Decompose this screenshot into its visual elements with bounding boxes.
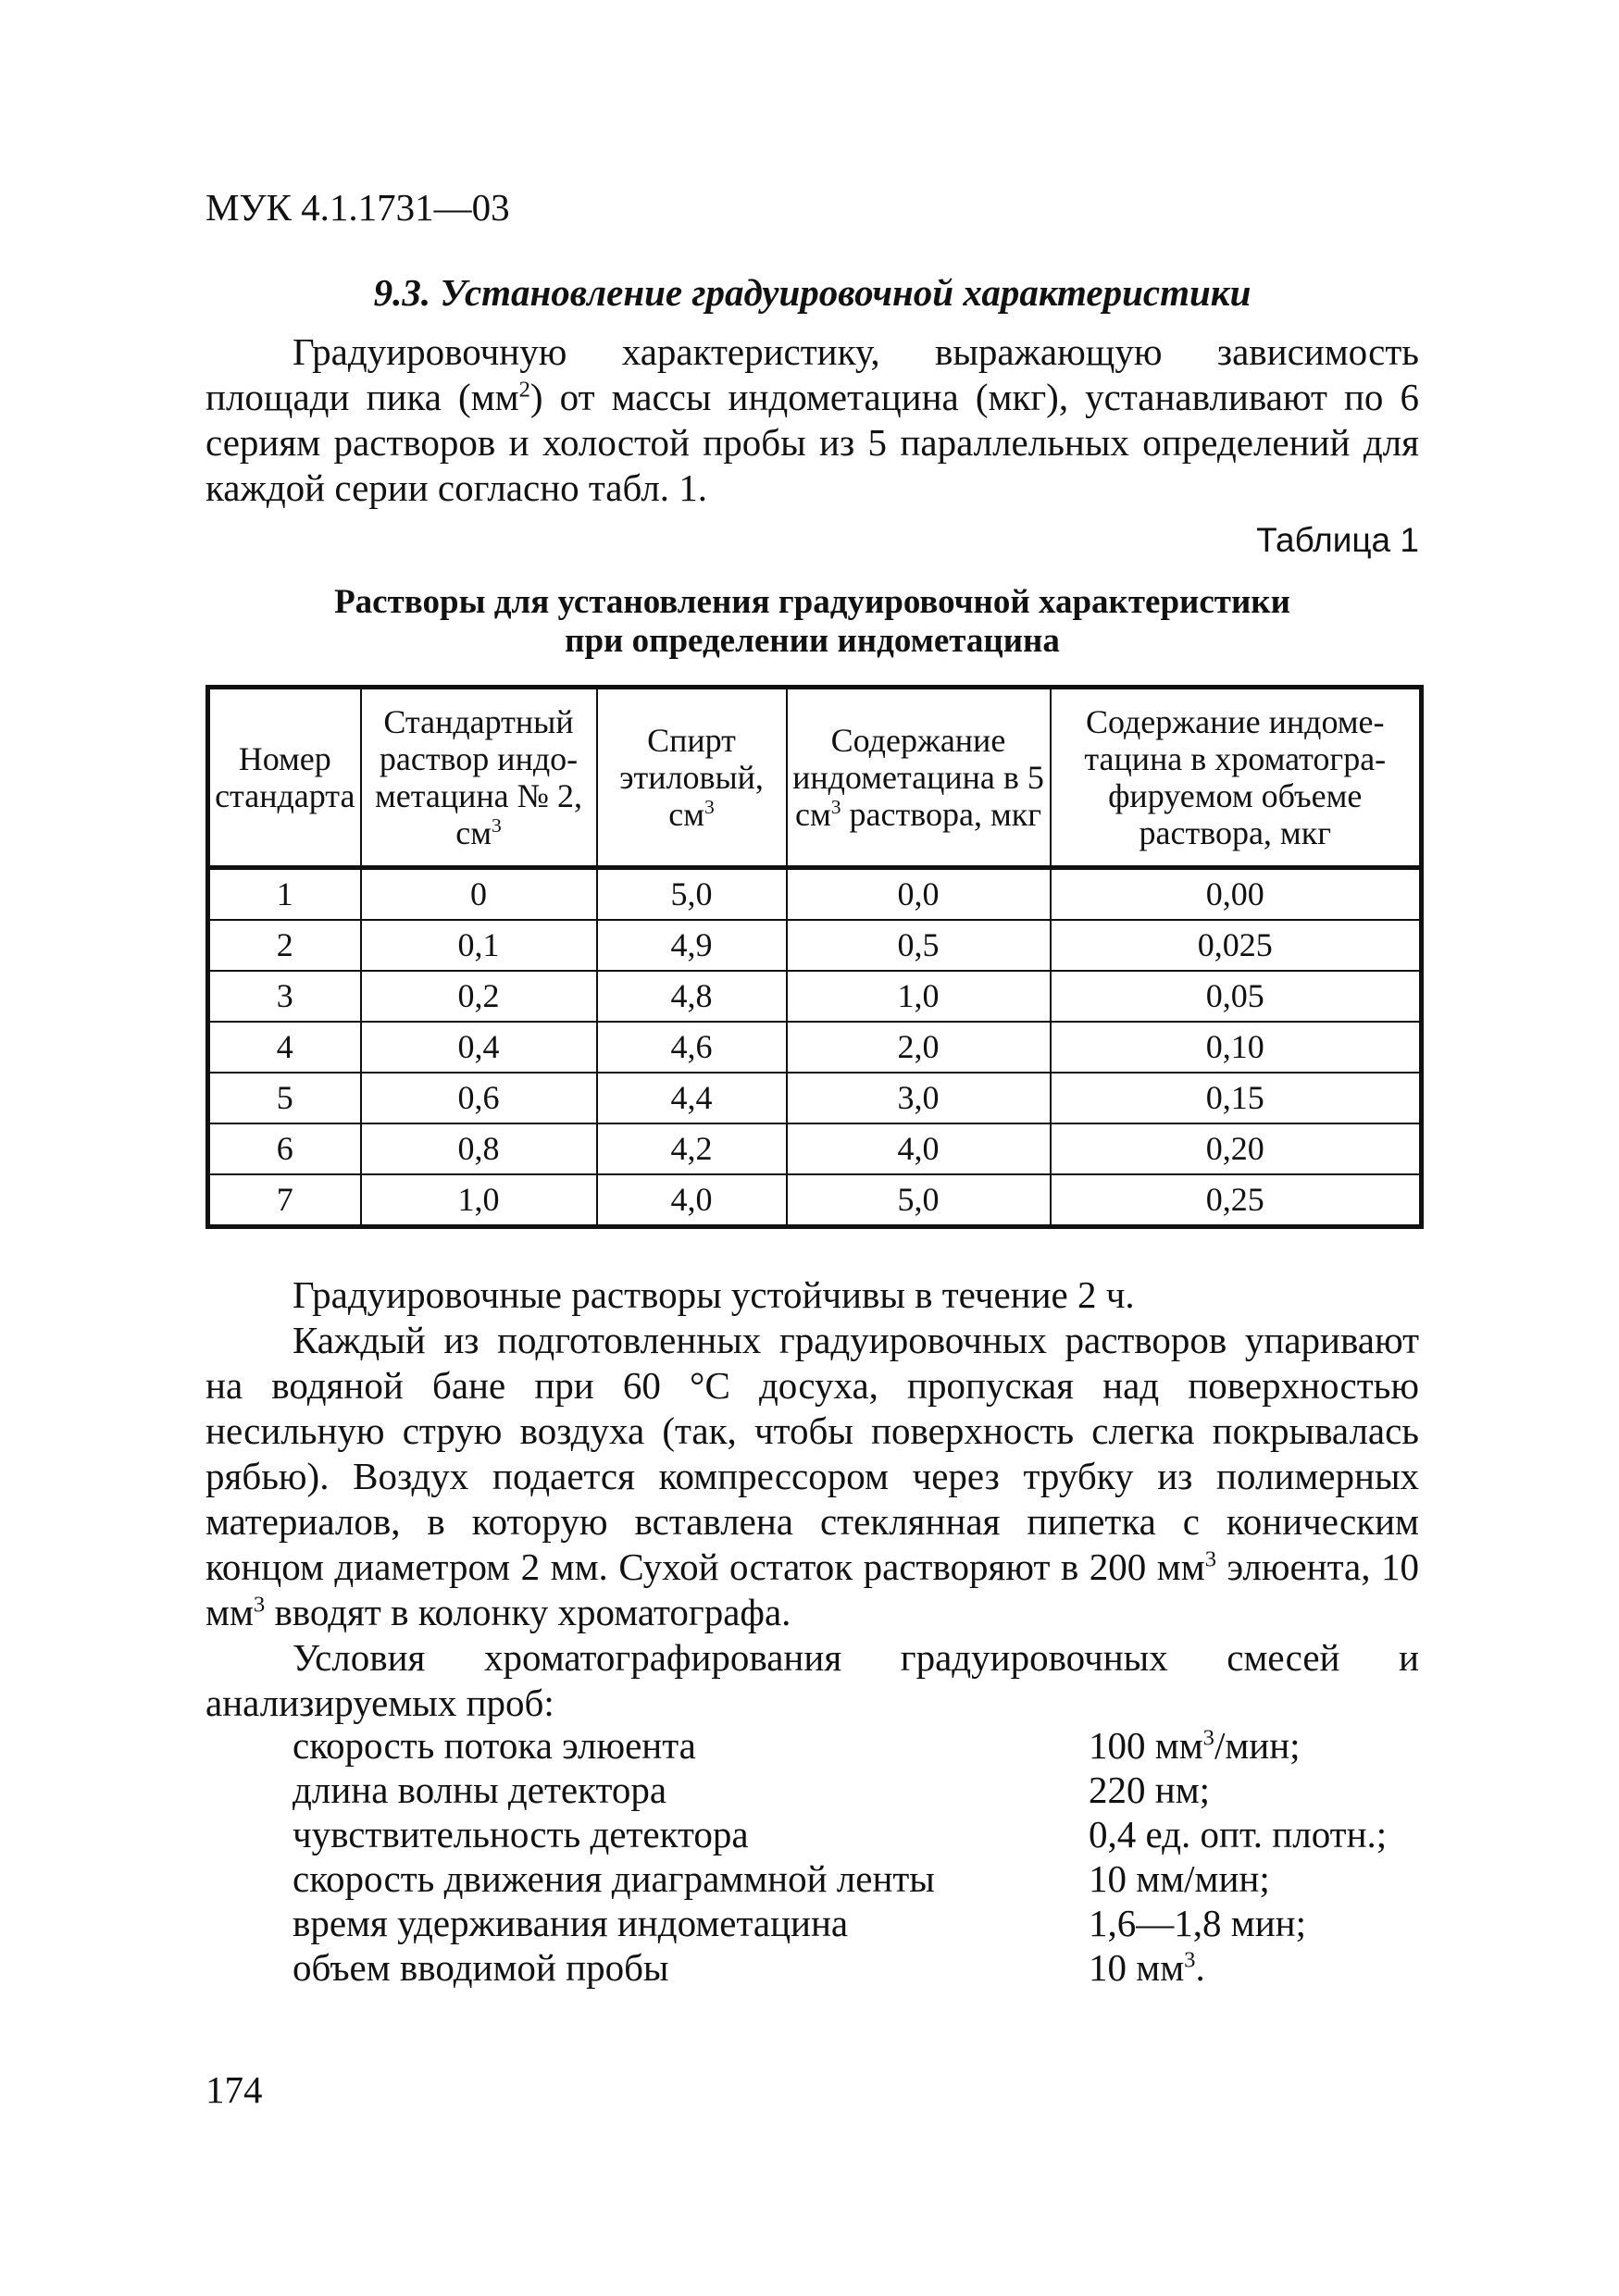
condition-value-text: 0,4 ед. опт. плотн.;	[1089, 1813, 1388, 1855]
table-cell: 1,0	[787, 971, 1051, 1022]
condition-row	[293, 1812, 1403, 1856]
table-cell: 5,0	[787, 1174, 1051, 1227]
header-content-5cm3-sup: 3	[830, 796, 841, 818]
table-cell: 1,0	[361, 1174, 597, 1227]
header-content-5cm3-text-b: раствора, мкг	[841, 796, 1042, 833]
evaporation-sup-2: 3	[253, 1592, 266, 1618]
condition-value-text: 100 мм	[1089, 1724, 1203, 1767]
header-standard-solution	[361, 688, 597, 868]
table-cell: 3,0	[787, 1073, 1051, 1123]
condition-name: скорость движения диаграммной ленты	[293, 1857, 935, 1900]
table-row	[208, 920, 1422, 971]
table-row	[208, 1174, 1422, 1227]
table-cell: 0,25	[1051, 1174, 1422, 1227]
table-cell: 4,9	[597, 920, 787, 971]
evaporation-paragraph	[205, 1318, 1419, 1635]
condition-value-sup: 3	[1184, 1947, 1196, 1973]
table-cell: 4	[208, 1022, 361, 1073]
table-title-line1: Растворы для установления градуировочной характеристики	[334, 583, 1290, 621]
header-content-5cm3	[787, 688, 1051, 868]
table-cell: 4,8	[597, 971, 787, 1022]
condition-value	[1089, 1945, 1205, 1990]
condition-name: скорость потока элюента	[293, 1724, 696, 1767]
condition-value	[1089, 1812, 1387, 1856]
header-ethanol-text: Спирт этиловый, см	[619, 722, 764, 833]
table-cell: 0	[361, 868, 597, 921]
table-cell: 4,2	[597, 1123, 787, 1174]
condition-value-suffix: .	[1195, 1946, 1205, 1989]
condition-row	[293, 1901, 1403, 1945]
condition-value-text: 1,6—1,8 мин;	[1089, 1902, 1306, 1944]
section-title: 9.3. Установление градуировочной характеристики	[373, 271, 1252, 314]
condition-name: время удерживания индометацина	[293, 1902, 849, 1944]
table-cell: 0,00	[1051, 868, 1422, 921]
table-cell: 0,0	[787, 868, 1051, 921]
table-cell: 0,10	[1051, 1022, 1422, 1073]
condition-value	[1089, 1856, 1270, 1901]
header-standard-solution-sup: 3	[491, 814, 502, 837]
table-cell: 0,025	[1051, 920, 1422, 971]
solutions-table	[205, 685, 1424, 1229]
evaporation-text-a: Каждый из подготовленных градуировочных растворов упаривают на водяной бане при 60 °С досуха, пропуская над поверхностью несильную струю воздуха (так, чтобы поверхность слегка покрывалась рябью). Воздух подается компрессором через трубку из полимерных материалов, в которую вставлена стеклянная пипетка с коническим концом диаметром 2 мм. Сухой остаток растворяют в 200 мм	[205, 1319, 1419, 1588]
condition-value	[1089, 1901, 1306, 1945]
chromatography-conditions-list	[293, 1723, 1403, 1990]
conditions-intro-paragraph: Условия хроматографирования градуировочных смесей и анализируемых проб:	[205, 1636, 1419, 1724]
table-cell: 4,4	[597, 1073, 787, 1123]
table-title-line2: при определении индометацина	[565, 622, 1060, 660]
table-cell: 3	[208, 971, 361, 1022]
table-row	[208, 1123, 1422, 1174]
table-cell: 1	[208, 868, 361, 921]
table-cell: 2	[208, 920, 361, 971]
running-head: МУК 4.1.1731—03	[205, 186, 510, 229]
condition-value	[1089, 1723, 1301, 1768]
evaporation-sup-1: 3	[1204, 1546, 1216, 1572]
table-cell: 6	[208, 1123, 361, 1174]
table-row	[208, 1073, 1422, 1123]
condition-row	[293, 1768, 1403, 1812]
header-standard-number: Номер стандарта	[208, 688, 361, 868]
header-standard-solution-text: Стандартный раствор индо-метацина № 2, см	[374, 703, 583, 851]
header-content-5cm3-text-a: Содержание индометацина в 5 см	[792, 722, 1044, 833]
header-ethanol	[597, 688, 787, 868]
condition-name: длина волны детектора	[293, 1769, 667, 1811]
stability-paragraph: Градуировочные растворы устойчивы в течение 2 ч.	[293, 1273, 1135, 1316]
table-cell: 5	[208, 1073, 361, 1123]
intro-text-a: Градуировочную характеристику, выражающую зависимость площади пика (мм	[205, 330, 1419, 418]
table-cell: 0,1	[361, 920, 597, 971]
table-cell: 5,0	[597, 868, 787, 921]
intro-sup: 2	[518, 377, 530, 403]
header-content-chromatographed: Содержание индоме-тацина в хроматогра-фируемом объеме раствора, мкг	[1051, 688, 1422, 868]
condition-row	[293, 1945, 1403, 1990]
table-title	[205, 583, 1419, 661]
table-cell: 4,6	[597, 1022, 787, 1073]
table-cell: 7	[208, 1174, 361, 1227]
condition-value-sup: 3	[1202, 1725, 1214, 1751]
table-cell: 4,0	[787, 1123, 1051, 1174]
table-cell: 0,20	[1051, 1123, 1422, 1174]
intro-paragraph	[205, 329, 1419, 511]
condition-value	[1089, 1768, 1210, 1812]
condition-row	[293, 1723, 1403, 1768]
condition-value-suffix: /мин;	[1214, 1724, 1301, 1767]
page-number: 174	[205, 2068, 263, 2111]
intro-text-b: ) от массы индометацина (мкг), устанавливают по 6 сериям растворов и холостой пробы из 5 параллельных определений для каждой серии согласно табл. 1.	[205, 376, 1419, 509]
table-header-row	[208, 688, 1422, 868]
condition-value-text: 10 мм/мин;	[1089, 1857, 1270, 1900]
table-cell: 0,15	[1051, 1073, 1422, 1123]
table-cell: 0,6	[361, 1073, 597, 1123]
table-row	[208, 1022, 1422, 1073]
table-label: Таблица 1	[1256, 521, 1419, 559]
condition-value-text: 10 мм	[1089, 1946, 1185, 1989]
condition-name: чувствительность детектора	[293, 1813, 749, 1855]
table-cell: 0,5	[787, 920, 1051, 971]
condition-value-text: 220 нм;	[1089, 1769, 1211, 1811]
evaporation-text-c: вводят в колонку хроматографа.	[265, 1591, 791, 1633]
table-cell: 2,0	[787, 1022, 1051, 1073]
header-ethanol-sup: 3	[704, 796, 715, 818]
table-row	[208, 971, 1422, 1022]
table-cell: 0,4	[361, 1022, 597, 1073]
condition-name: объем вводимой пробы	[293, 1946, 669, 1989]
table-cell: 0,2	[361, 971, 597, 1022]
table-cell: 0,8	[361, 1123, 597, 1174]
table-cell: 4,0	[597, 1174, 787, 1227]
condition-row	[293, 1856, 1403, 1901]
evaporation-text-b: элюента, 10 мм	[205, 1545, 1419, 1633]
table-cell: 0,05	[1051, 971, 1422, 1022]
table-row	[208, 868, 1422, 921]
